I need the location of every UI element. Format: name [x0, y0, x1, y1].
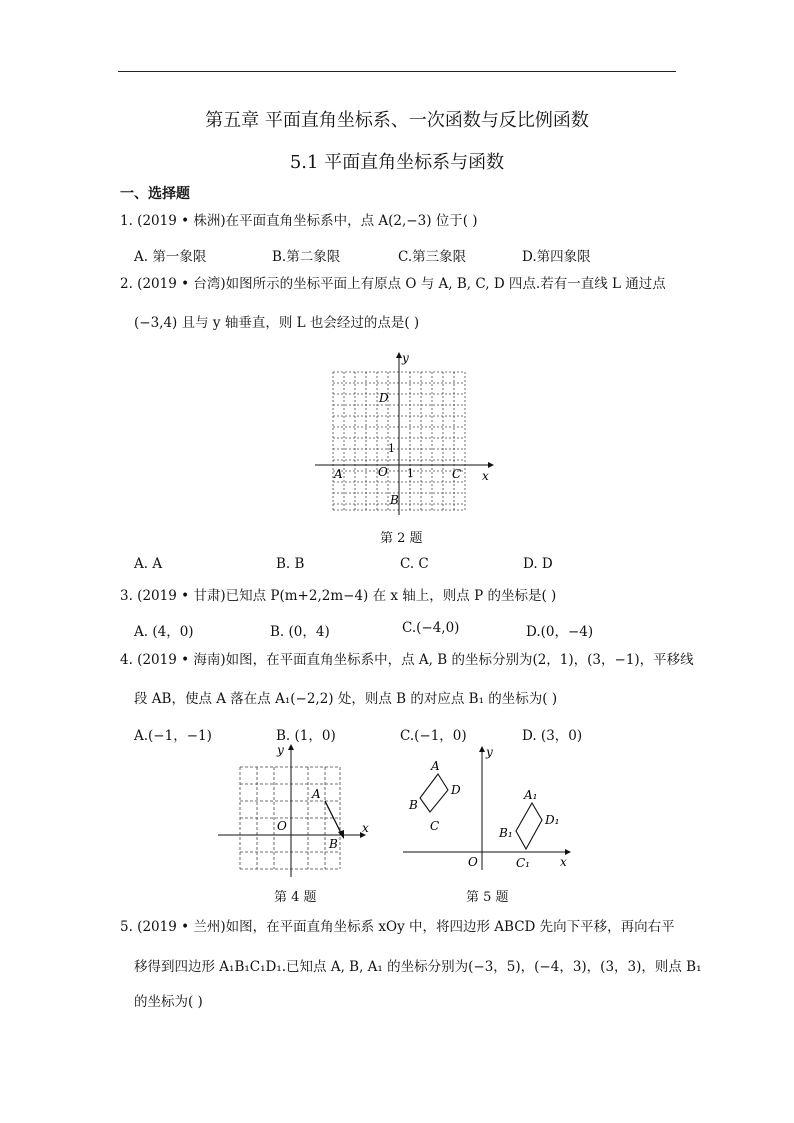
figure-4-caption: 第 4 题	[274, 890, 317, 905]
q4-option-a: A.(−1，−1)	[134, 728, 212, 744]
fig4-y-label: y	[277, 743, 284, 757]
fig4-point-b-label: B	[329, 837, 338, 851]
fig2-one-y: 1	[388, 442, 395, 455]
question-5-line-2: 移得到四边形 A₁B₁C₁D₁.已知点 A, B, A₁ 的坐标分别为(−3，5)，(−4，3)，(3，3)，则点 B₁	[134, 959, 702, 975]
question-5-line-3: 的坐标为( )	[134, 994, 203, 1010]
section-heading: 一、选择题	[120, 186, 190, 202]
q4-option-d: D. (3，0)	[522, 728, 583, 744]
fig4-point-a-label: A	[312, 787, 321, 801]
q2-option-a: A. A	[134, 556, 163, 572]
quad-a1b1c1d1	[516, 803, 542, 849]
q1-option-d: D.第四象限	[522, 249, 591, 265]
fig4-origin-label: O	[277, 819, 287, 833]
fig5-x-label: x	[560, 855, 567, 869]
question-2-line-1: 2. (2019 • 台湾)如图所示的坐标平面上有原点 O 与 A, B, C, D 四点.若有一直线 L 通过点	[120, 276, 666, 292]
q3-option-d: D.(0，−4)	[526, 624, 594, 640]
q3-option-b: B. (0，4)	[270, 624, 330, 640]
q2-option-b: B. B	[276, 556, 305, 572]
q3-option-a: A. (4，0)	[134, 624, 194, 640]
fig2-one-x: 1	[407, 467, 414, 480]
question-4-line-1: 4. (2019 • 海南)如图，在平面直角坐标系中，点 A, B 的坐标分别为(2，1)，(3，−1)，平移线	[120, 652, 694, 668]
fig5-b-label: B	[409, 798, 418, 812]
q1-option-a: A. 第一象限	[134, 249, 207, 265]
figure-q4-grid	[215, 742, 375, 882]
q2-option-d: D. D	[523, 556, 553, 572]
fig2-x-label: x	[482, 469, 489, 483]
q2-option-c: C. C	[400, 556, 429, 572]
q1-option-c: C.第三象限	[398, 249, 467, 265]
point-c-label: C	[452, 467, 462, 481]
point-d-label: D	[379, 391, 389, 405]
figure-2-caption: 第 2 题	[380, 531, 423, 546]
fig5-c1-label: C₁	[516, 856, 530, 870]
figure-q2-grid	[310, 350, 500, 515]
fig5-c-label: C	[430, 819, 440, 833]
question-3-text: 3. (2019 • 甘肃)已知点 P(m+2,2m−4) 在 x 轴上，则点 P 的坐标是( )	[120, 588, 557, 604]
question-1-text: 1. (2019 • 株洲)在平面直角坐标系中，点 A(2,−3) 位于( )	[120, 213, 478, 229]
chapter-title: 第五章 平面直角坐标系、一次函数与反比例函数	[205, 110, 589, 131]
header-rule	[118, 71, 676, 72]
fig2-y-label: y	[402, 351, 409, 365]
question-2-line-2: (−3,4) 且与 y 轴垂直，则 L 也会经过的点是( )	[134, 315, 420, 331]
fig4-x-label: x	[362, 821, 369, 835]
fig5-y-label: y	[486, 745, 493, 759]
q4-option-b: B. (1，0)	[276, 728, 336, 744]
fig5-a-label: A	[431, 759, 440, 773]
figure-q5-diagram	[400, 742, 575, 882]
fig5-origin-label: O	[468, 855, 478, 869]
fig5-b1-label: B₁	[499, 826, 513, 840]
point-b-label: B	[390, 493, 399, 507]
question-5-line-1: 5. (2019 • 兰州)如图，在平面直角坐标系 xOy 中，将四边形 ABCD 先向下平移，再向右平	[120, 919, 675, 935]
q4-option-c: C.(−1，0)	[400, 728, 467, 744]
fig5-a1-label: A₁	[524, 788, 538, 802]
q3-option-c: C.(−4,0)	[402, 620, 460, 636]
point-a-label: A	[334, 467, 343, 481]
origin-label: O	[378, 465, 388, 479]
figure-5-caption: 第 5 题	[466, 890, 509, 905]
fig5-d-label: D	[451, 783, 461, 797]
section-title: 5.1 平面直角坐标系与函数	[289, 152, 505, 173]
fig5-d1-label: D₁	[545, 813, 560, 827]
quad-abcd	[420, 774, 448, 812]
q1-option-b: B.第二象限	[272, 249, 341, 265]
question-4-line-2: 段 AB，使点 A 落在点 A₁(−2,2) 处，则点 B 的对应点 B₁ 的坐标为( )	[134, 691, 558, 707]
